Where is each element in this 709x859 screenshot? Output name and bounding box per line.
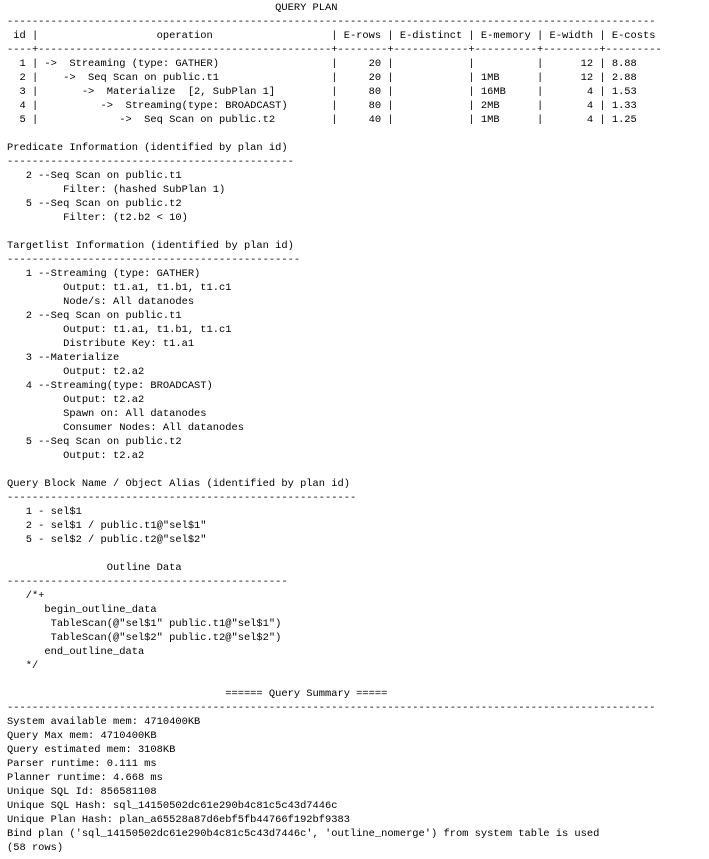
targetlist-rule: ----------------------------------------------- <box>7 254 301 266</box>
summary-section <box>7 687 709 841</box>
predicate-line: Filter: (hashed SubPlan 1) <box>7 184 226 196</box>
outline-line: TableScan(@"sel$2" public.t2@"sel$2") <box>7 632 282 644</box>
plan-table-rule: ----+-----------------------------------------------+--------+------------+----------+---------+--------- <box>7 44 662 56</box>
outline-line: /*+ <box>7 590 45 602</box>
predicate-rule: ---------------------------------------------- <box>7 156 294 168</box>
targetlist-line: Output: t2.a2 <box>7 366 145 378</box>
targetlist-line: Node/s: All datanodes <box>7 296 195 308</box>
targetlist-line: Output: t1.a1, t1.b1, t1.c1 <box>7 324 232 336</box>
targetlist-line: Distribute Key: t1.a1 <box>7 338 195 350</box>
blank-line <box>7 463 709 477</box>
blank-line <box>7 673 709 687</box>
summary-line: Query Max mem: 4710400KB <box>7 730 157 742</box>
targetlist-line: Output: t2.a2 <box>7 450 145 462</box>
summary-line: Bind plan ('sql_14150502dc61e290b4c81c5c43d7446c', 'outline_nomerge') from system table is used <box>7 828 600 840</box>
predicate-section <box>7 141 709 225</box>
alias-line: 2 - sel$1 / public.t1@"sel$1" <box>7 520 207 532</box>
terminal-output <box>7 1 709 859</box>
outline-title: Outline Data <box>7 562 182 574</box>
outline-line: TableScan(@"sel$1" public.t1@"sel$1") <box>7 618 282 630</box>
alias-line: 1 - sel$1 <box>7 506 82 518</box>
targetlist-line: 1 --Streaming (type: GATHER) <box>7 268 201 280</box>
summary-title: ====== Query Summary ===== <box>7 688 388 700</box>
alias-line: 5 - sel$2 / public.t2@"sel$2" <box>7 534 207 546</box>
outline-line: begin_outline_data <box>7 604 157 616</box>
plan-table-row: 1 | -> Streaming (type: GATHER) | 20 | | | 12 | 8.88 <box>7 58 637 70</box>
targetlist-line: 5 --Seq Scan on public.t2 <box>7 436 182 448</box>
plan-table <box>7 29 709 127</box>
summary-line: Unique Plan Hash: plan_a65528a87d6ebf5fb44766f192bf9383 <box>7 814 350 826</box>
alias-title: Query Block Name / Object Alias (identified by plan id) <box>7 478 350 490</box>
outline-section <box>7 561 709 673</box>
targetlist-line: 4 --Streaming(type: BROADCAST) <box>7 380 213 392</box>
predicate-title: Predicate Information (identified by plan id) <box>7 142 288 154</box>
predicate-line: 5 --Seq Scan on public.t2 <box>7 198 182 210</box>
outline-rule: --------------------------------------------- <box>7 576 288 588</box>
plan-table-header: id | operation | E-rows | E-distinct | E-memory | E-width | E-costs <box>7 30 656 42</box>
summary-line: System available mem: 4710400KB <box>7 716 201 728</box>
plan-table-row: 3 | -> Materialize [2, SubPlan 1] | 80 | | 16MB | 4 | 1.53 <box>7 86 637 98</box>
targetlist-line: 3 --Materialize <box>7 352 120 364</box>
blank-line <box>7 547 709 561</box>
targetlist-line: Output: t1.a1, t1.b1, t1.c1 <box>7 282 232 294</box>
predicate-line: 2 --Seq Scan on public.t1 <box>7 170 182 182</box>
targetlist-section <box>7 239 709 463</box>
alias-section <box>7 477 709 547</box>
targetlist-line: Consumer Nodes: All datanodes <box>7 422 244 434</box>
summary-line: Unique SQL Id: 856581108 <box>7 786 157 798</box>
targetlist-line: Spawn on: All datanodes <box>7 408 207 420</box>
summary-line: Parser runtime: 0.111 ms <box>7 758 157 770</box>
summary-rule: -------------------------------------------------------------------------------------------------------- <box>7 702 656 714</box>
blank-line <box>7 225 709 239</box>
outline-line: */ <box>7 660 39 672</box>
summary-line: Unique SQL Hash: sql_14150502dc61e290b4c81c5c43d7446c <box>7 800 338 812</box>
outline-line: end_outline_data <box>7 646 145 658</box>
targetlist-line: 2 --Seq Scan on public.t1 <box>7 310 182 322</box>
blank-line <box>7 127 709 141</box>
targetlist-title: Targetlist Information (identified by plan id) <box>7 240 294 252</box>
row-count: (58 rows) <box>7 842 64 854</box>
summary-line: Planner runtime: 4.668 ms <box>7 772 163 784</box>
query-plan-header: QUERY PLAN <box>7 2 338 14</box>
plan-table-row: 2 | -> Seq Scan on public.t1 | 20 | | 1MB | 12 | 2.88 <box>7 72 637 84</box>
plan-table-row: 5 | -> Seq Scan on public.t2 | 40 | | 1MB | 4 | 1.25 <box>7 114 637 126</box>
predicate-line: Filter: (t2.b2 < 10) <box>7 212 188 224</box>
plan-table-row: 4 | -> Streaming(type: BROADCAST) | 80 | | 2MB | 4 | 1.33 <box>7 100 637 112</box>
plan-header-rule: -------------------------------------------------------------------------------------------------------- <box>7 16 656 28</box>
targetlist-line: Output: t2.a2 <box>7 394 145 406</box>
alias-rule: -------------------------------------------------------- <box>7 492 357 504</box>
summary-line: Query estimated mem: 3108KB <box>7 744 176 756</box>
